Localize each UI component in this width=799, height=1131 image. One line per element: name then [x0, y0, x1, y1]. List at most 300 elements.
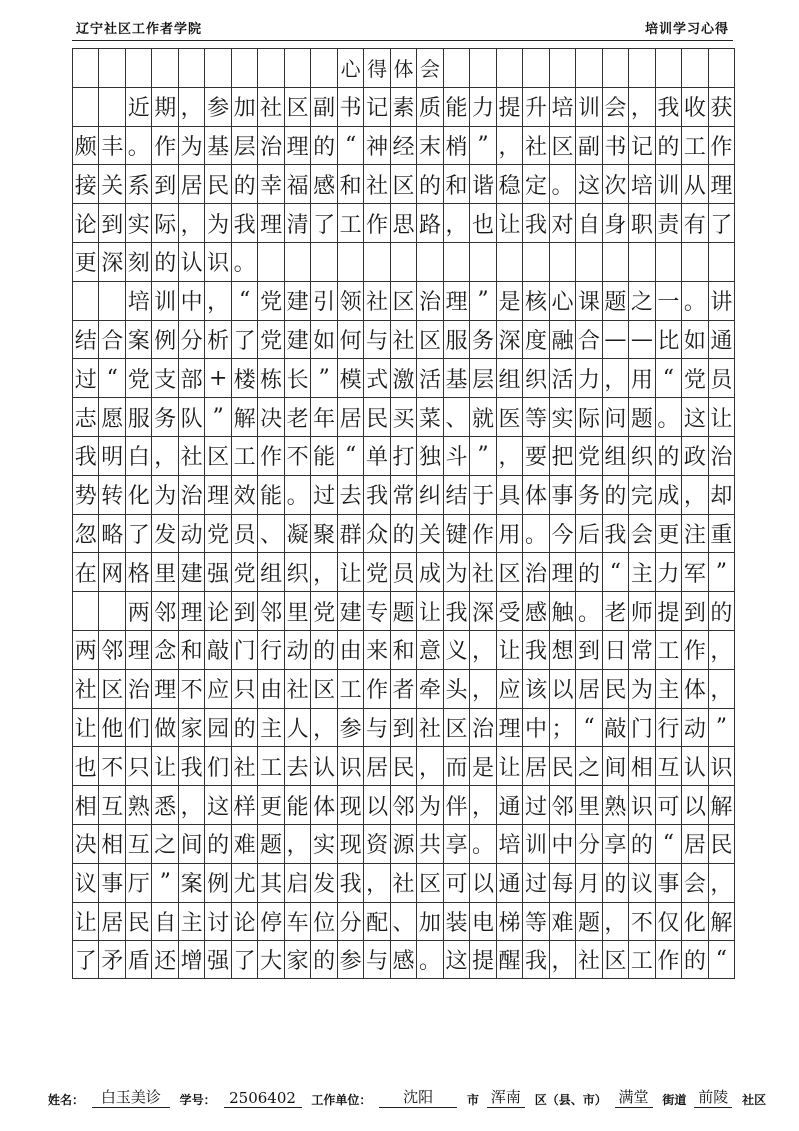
grid-cell [98, 48, 124, 87]
grid-cell: 治 [522, 552, 548, 591]
grid-cell: 长 [284, 358, 310, 397]
grid-cell: 社 [416, 708, 442, 747]
text-row [72, 785, 735, 824]
grid-cell: 装 [443, 902, 469, 941]
grid-cell: — [628, 320, 654, 359]
grid-cell: ， [178, 87, 204, 126]
grid-cell: 月 [575, 863, 601, 902]
grid-cell: 部 [178, 358, 204, 397]
grid-cell: 两 [72, 630, 98, 669]
grid-cell: 聚 [310, 514, 336, 553]
grid-cell: 培 [549, 87, 575, 126]
grid-cell [363, 242, 389, 281]
grid-cell: 不 [98, 746, 124, 785]
grid-cell: 梯 [496, 902, 522, 941]
grid-cell: “ [655, 358, 681, 397]
grid-cell: 的 [655, 126, 681, 165]
grid-cell: 效 [231, 475, 257, 514]
grid-cell: 社 [575, 940, 601, 979]
grid-cell [681, 48, 707, 87]
grid-cell: ， [469, 630, 495, 669]
grid-cell [416, 242, 442, 281]
grid-cell: 样 [231, 785, 257, 824]
grid-cell: 他 [98, 708, 124, 747]
grid-cell: 牵 [416, 669, 442, 708]
grid-cell: 互 [655, 746, 681, 785]
grid-cell: 相 [628, 746, 654, 785]
grid-cell: 网 [98, 552, 124, 591]
grid-cell: 认 [178, 242, 204, 281]
grid-cell: 。 [655, 397, 681, 436]
grid-cell: 于 [469, 475, 495, 514]
grid-cell: 我 [231, 203, 257, 242]
grid-cell: 区 [416, 320, 442, 359]
grid-cell: 如 [681, 320, 707, 359]
grid-cell: 分 [337, 902, 363, 941]
grid-cell: 织 [628, 436, 654, 475]
grid-cell: 案 [125, 320, 151, 359]
grid-cell: 专 [363, 591, 389, 630]
grid-cell: 治 [178, 475, 204, 514]
grid-cell: 有 [681, 203, 707, 242]
grid-cell: 老 [602, 591, 628, 630]
grid-cell: 社 [284, 669, 310, 708]
grid-cell: 民 [708, 824, 735, 863]
grid-cell: 培 [125, 281, 151, 320]
grid-cell: ， [469, 669, 495, 708]
grid-cell: 社 [178, 436, 204, 475]
grid-cell [602, 242, 628, 281]
grid-cell [284, 242, 310, 281]
grid-cell: 以 [363, 785, 389, 824]
grid-cell: 自 [575, 203, 601, 242]
grid-cell: 记 [628, 126, 654, 165]
grid-cell: 主 [257, 708, 283, 747]
grid-cell: 次 [602, 164, 628, 203]
grid-cell: 成 [416, 552, 442, 591]
grid-cell: 家 [178, 708, 204, 747]
grid-cell: 位 [310, 902, 336, 941]
grid-cell [72, 591, 98, 630]
grid-cell: 力 [575, 358, 601, 397]
grid-cell: 邻 [257, 591, 283, 630]
grid-cell [655, 48, 681, 87]
grid-cell [151, 48, 177, 87]
grid-cell: 心 [549, 281, 575, 320]
grid-cell: 完 [628, 475, 654, 514]
grid-cell: 社 [363, 164, 389, 203]
grid-cell: 的 [231, 708, 257, 747]
grid-cell: 今 [549, 514, 575, 553]
footer-info [48, 1086, 770, 1108]
grid-cell: ， [151, 436, 177, 475]
grid-cell: 不 [178, 669, 204, 708]
district-value: 浑南 [487, 1086, 525, 1108]
grid-cell: 治 [416, 281, 442, 320]
grid-cell: 这 [204, 785, 230, 824]
grid-cell: 感 [390, 940, 416, 979]
grid-cell: 融 [549, 320, 575, 359]
grid-cell: 电 [469, 902, 495, 941]
grid-cell: 我 [363, 475, 389, 514]
grid-cell: 了 [310, 203, 336, 242]
grid-cell: 我 [655, 87, 681, 126]
grid-cell: 悉 [151, 785, 177, 824]
grid-cell: 题 [628, 397, 654, 436]
grid-cell: 的 [310, 126, 336, 165]
grid-cell: 可 [443, 863, 469, 902]
grid-cell: ” [708, 708, 735, 747]
grid-cell: 难 [231, 824, 257, 863]
grid-cell: ， [469, 785, 495, 824]
grid-cell [443, 48, 469, 87]
grid-cell [125, 48, 151, 87]
grid-cell: 论 [72, 203, 98, 242]
grid-cell: 更 [655, 514, 681, 553]
grid-cell: 员 [708, 358, 735, 397]
grid-cell: 享 [443, 824, 469, 863]
grid-cell: 到 [98, 203, 124, 242]
header-doc-type: 培训学习心得 [644, 22, 729, 37]
grid-cell: 自 [151, 902, 177, 941]
grid-cell: 更 [257, 785, 283, 824]
grid-cell: 还 [151, 940, 177, 979]
grid-cell: 题 [602, 281, 628, 320]
grid-cell: 事 [549, 475, 575, 514]
grid-cell [178, 48, 204, 87]
text-row [72, 591, 735, 630]
grid-cell: 了 [125, 514, 151, 553]
grid-cell: 区 [496, 552, 522, 591]
grid-cell: 领 [337, 281, 363, 320]
grid-cell: 析 [204, 320, 230, 359]
grid-cell: 熟 [125, 785, 151, 824]
grid-cell: 和 [178, 630, 204, 669]
grid-cell: 参 [337, 940, 363, 979]
grid-cell: ， [628, 87, 654, 126]
unit-label: 工作单位： [311, 1093, 372, 1107]
grid-cell: 的 [390, 514, 416, 553]
grid-cell: 如 [310, 320, 336, 359]
grid-cell: 区 [549, 126, 575, 165]
grid-cell: 际 [151, 203, 177, 242]
grid-cell: 间 [178, 824, 204, 863]
grid-cell: 、 [443, 397, 469, 436]
grid-cell: ， [363, 863, 389, 902]
grid-cell [575, 48, 601, 87]
grid-cell: 关 [416, 514, 442, 553]
text-row [72, 475, 735, 514]
grid-cell: 副 [310, 87, 336, 126]
grid-cell: 主 [178, 902, 204, 941]
grid-cell: ， [443, 203, 469, 242]
community-suffix: 社区 [742, 1093, 767, 1107]
grid-cell: ” [310, 358, 336, 397]
grid-cell: 服 [443, 320, 469, 359]
grid-cell: 党 [125, 358, 151, 397]
grid-cell: 一 [655, 281, 681, 320]
grid-cell: 力 [655, 552, 681, 591]
grid-cell: 对 [549, 203, 575, 242]
grid-cell: 作 [681, 630, 707, 669]
grid-cell: 党 [575, 436, 601, 475]
text-row [72, 630, 735, 669]
grid-cell: 日 [602, 630, 628, 669]
grid-cell: 素 [390, 87, 416, 126]
grid-cell: 理 [204, 475, 230, 514]
grid-cell: 为 [151, 475, 177, 514]
grid-cell: 应 [496, 669, 522, 708]
grid-cell: 动 [178, 514, 204, 553]
grid-cell: 而 [443, 746, 469, 785]
grid-cell: 居 [337, 397, 363, 436]
grid-cell: 去 [284, 746, 310, 785]
grid-cell: 键 [443, 514, 469, 553]
grid-cell: 为 [178, 126, 204, 165]
grid-cell: 民 [363, 397, 389, 436]
grid-cell: 治 [257, 126, 283, 165]
grid-cell: 这 [575, 164, 601, 203]
grid-cell: 区 [98, 669, 124, 708]
grid-cell: 分 [575, 824, 601, 863]
grid-cell: 决 [72, 824, 98, 863]
grid-cell: 源 [390, 824, 416, 863]
grid-cell: 体 [310, 785, 336, 824]
grid-cell: 理 [708, 164, 735, 203]
grid-cell: 的 [628, 824, 654, 863]
grid-cell [72, 281, 98, 320]
grid-cell: 动 [681, 708, 707, 747]
grid-cell: 和 [337, 164, 363, 203]
grid-cell: ， [549, 940, 575, 979]
grid-cell: 基 [204, 126, 230, 165]
grid-cell: 邻 [151, 591, 177, 630]
grid-cell: 通 [496, 785, 522, 824]
grid-cell: 认 [681, 746, 707, 785]
grid-cell: 斗 [443, 436, 469, 475]
grid-cell: 识 [628, 785, 654, 824]
grid-cell: 了 [72, 940, 98, 979]
grid-cell: 医 [496, 397, 522, 436]
text-row [72, 514, 735, 553]
grid-cell: 居 [522, 746, 548, 785]
grid-cell: 得 [363, 48, 389, 87]
grid-cell: 会 [416, 48, 442, 87]
grid-cell: 培 [496, 824, 522, 863]
grid-cell: 。 [284, 475, 310, 514]
grid-cell [443, 242, 469, 281]
grid-cell: 重 [708, 514, 735, 553]
grid-cell: 区 [443, 708, 469, 747]
grid-cell: 理 [151, 669, 177, 708]
name-label: 姓名： [48, 1093, 85, 1107]
grid-cell: + [204, 358, 230, 397]
grid-cell: 治 [125, 669, 151, 708]
grid-cell: 书 [602, 126, 628, 165]
grid-cell [522, 242, 548, 281]
grid-cell: “ [337, 436, 363, 475]
grid-cell [575, 242, 601, 281]
grid-cell: ” [204, 397, 230, 436]
text-row [72, 358, 735, 397]
grid-cell: 理 [178, 591, 204, 630]
grid-cell: 讨 [204, 902, 230, 941]
grid-cell: 社 [390, 320, 416, 359]
grid-cell: 谐 [469, 164, 495, 203]
grid-cell: 政 [681, 436, 707, 475]
grid-cell: 论 [204, 591, 230, 630]
grid-cell: 相 [98, 824, 124, 863]
grid-cell: 升 [522, 87, 548, 126]
text-row [72, 824, 735, 863]
grid-cell: 让 [708, 397, 735, 436]
grid-cell: 的 [310, 630, 336, 669]
grid-cell: 了 [231, 940, 257, 979]
grid-cell: 心 [337, 48, 363, 87]
grid-cell: 过 [522, 785, 548, 824]
grid-cell: 民 [549, 746, 575, 785]
grid-cell: 员 [390, 552, 416, 591]
grid-cell: 度 [522, 320, 548, 359]
text-row [72, 669, 735, 708]
grid-cell: ” [469, 436, 495, 475]
grid-cell: 念 [151, 630, 177, 669]
grid-cell: 感 [522, 591, 548, 630]
grid-cell: 忽 [72, 514, 98, 553]
grid-cell: 颇 [72, 126, 98, 165]
grid-cell: 基 [443, 358, 469, 397]
grid-cell: 做 [151, 708, 177, 747]
grid-cell: 工 [655, 630, 681, 669]
grid-cell: 合 [575, 320, 601, 359]
grid-cell: 建 [284, 320, 310, 359]
text-row [72, 87, 735, 126]
grid-cell: 经 [390, 126, 416, 165]
grid-cell: 稳 [496, 164, 522, 203]
grid-cell: 结 [443, 475, 469, 514]
grid-cell: 工 [628, 940, 654, 979]
grid-cell: 愿 [98, 397, 124, 436]
grid-cell: 过 [522, 863, 548, 902]
grid-cell: 组 [496, 358, 522, 397]
grid-cell: 体 [390, 48, 416, 87]
grid-cell: 区 [284, 87, 310, 126]
grid-cell: ， [310, 708, 336, 747]
grid-cell: 区 [204, 436, 230, 475]
grid-cell: 让 [151, 746, 177, 785]
grid-cell: 。 [522, 514, 548, 553]
grid-cell [310, 242, 336, 281]
grid-cell: 副 [575, 126, 601, 165]
grid-cell: “ [602, 552, 628, 591]
grid-cell: 能 [443, 87, 469, 126]
grid-cell: 务 [575, 475, 601, 514]
text-row [72, 940, 735, 979]
grid-cell: 实 [549, 397, 575, 436]
text-row [72, 164, 735, 203]
grid-cell: 互 [98, 785, 124, 824]
grid-cell: 党 [204, 514, 230, 553]
grid-cell: 为 [416, 785, 442, 824]
grid-cell: 纠 [416, 475, 442, 514]
grid-cell: 力 [469, 87, 495, 126]
grid-cell [708, 242, 735, 281]
text-row [72, 708, 735, 747]
grid-cell: 想 [549, 630, 575, 669]
grid-cell: 感 [310, 164, 336, 203]
grid-cell: 过 [72, 358, 98, 397]
grid-cell: 激 [390, 358, 416, 397]
grid-cell: 门 [628, 708, 654, 747]
grid-cell: 讲 [708, 281, 735, 320]
grid-cell: 让 [496, 203, 522, 242]
grid-cell: “ [231, 281, 257, 320]
grid-cell: “ [98, 358, 124, 397]
grid-cell: 民 [204, 164, 230, 203]
grid-cell: 路 [416, 203, 442, 242]
grid-cell: ， [310, 552, 336, 591]
grid-cell: 深 [469, 591, 495, 630]
grid-cell: 关 [98, 164, 124, 203]
grid-cell: 强 [204, 940, 230, 979]
grid-cell: 楼 [231, 358, 257, 397]
grid-cell: 解 [231, 397, 257, 436]
grid-cell: 深 [98, 242, 124, 281]
grid-cell: 区 [416, 863, 442, 902]
grid-cell: 们 [125, 708, 151, 747]
grid-cell: 作 [655, 940, 681, 979]
grid-cell: 作 [363, 669, 389, 708]
grid-cell: 邻 [98, 630, 124, 669]
text-row [72, 126, 735, 165]
grid-cell: 让 [72, 708, 98, 747]
grid-cell: 社 [72, 669, 98, 708]
grid-cell: ， [204, 281, 230, 320]
id-value: 2506402 [224, 1089, 302, 1108]
grid-cell: 为 [204, 203, 230, 242]
grid-cell: 清 [284, 203, 310, 242]
grid-cell: 里 [575, 785, 601, 824]
grid-cell: 书 [337, 87, 363, 126]
grid-cell: 由 [337, 630, 363, 669]
grid-cell: 可 [655, 785, 681, 824]
grid-cell: 不 [628, 902, 654, 941]
grid-cell: 者 [390, 669, 416, 708]
grid-cell: 不 [284, 436, 310, 475]
grid-cell: 停 [257, 902, 283, 941]
grid-cell: 课 [575, 281, 601, 320]
grid-cell: 发 [151, 514, 177, 553]
grid-cell: ， [178, 203, 204, 242]
grid-cell: 合 [98, 320, 124, 359]
grid-cell: 到 [681, 591, 707, 630]
grid-cell [98, 591, 124, 630]
grid-cell: — [602, 320, 628, 359]
grid-cell: 。 [469, 824, 495, 863]
grid-cell: 体 [522, 475, 548, 514]
grid-cell: “ [337, 126, 363, 165]
grid-cell: 买 [390, 397, 416, 436]
id-label: 学号： [179, 1093, 216, 1107]
grid-cell: 去 [337, 475, 363, 514]
grid-cell: 与 [363, 708, 389, 747]
grid-cell: 把 [549, 436, 575, 475]
grid-cell: 训 [575, 87, 601, 126]
text-row [72, 902, 735, 941]
grid-cell: 获 [708, 87, 735, 126]
grid-cell: 以 [469, 863, 495, 902]
grid-cell: 解 [708, 902, 735, 941]
